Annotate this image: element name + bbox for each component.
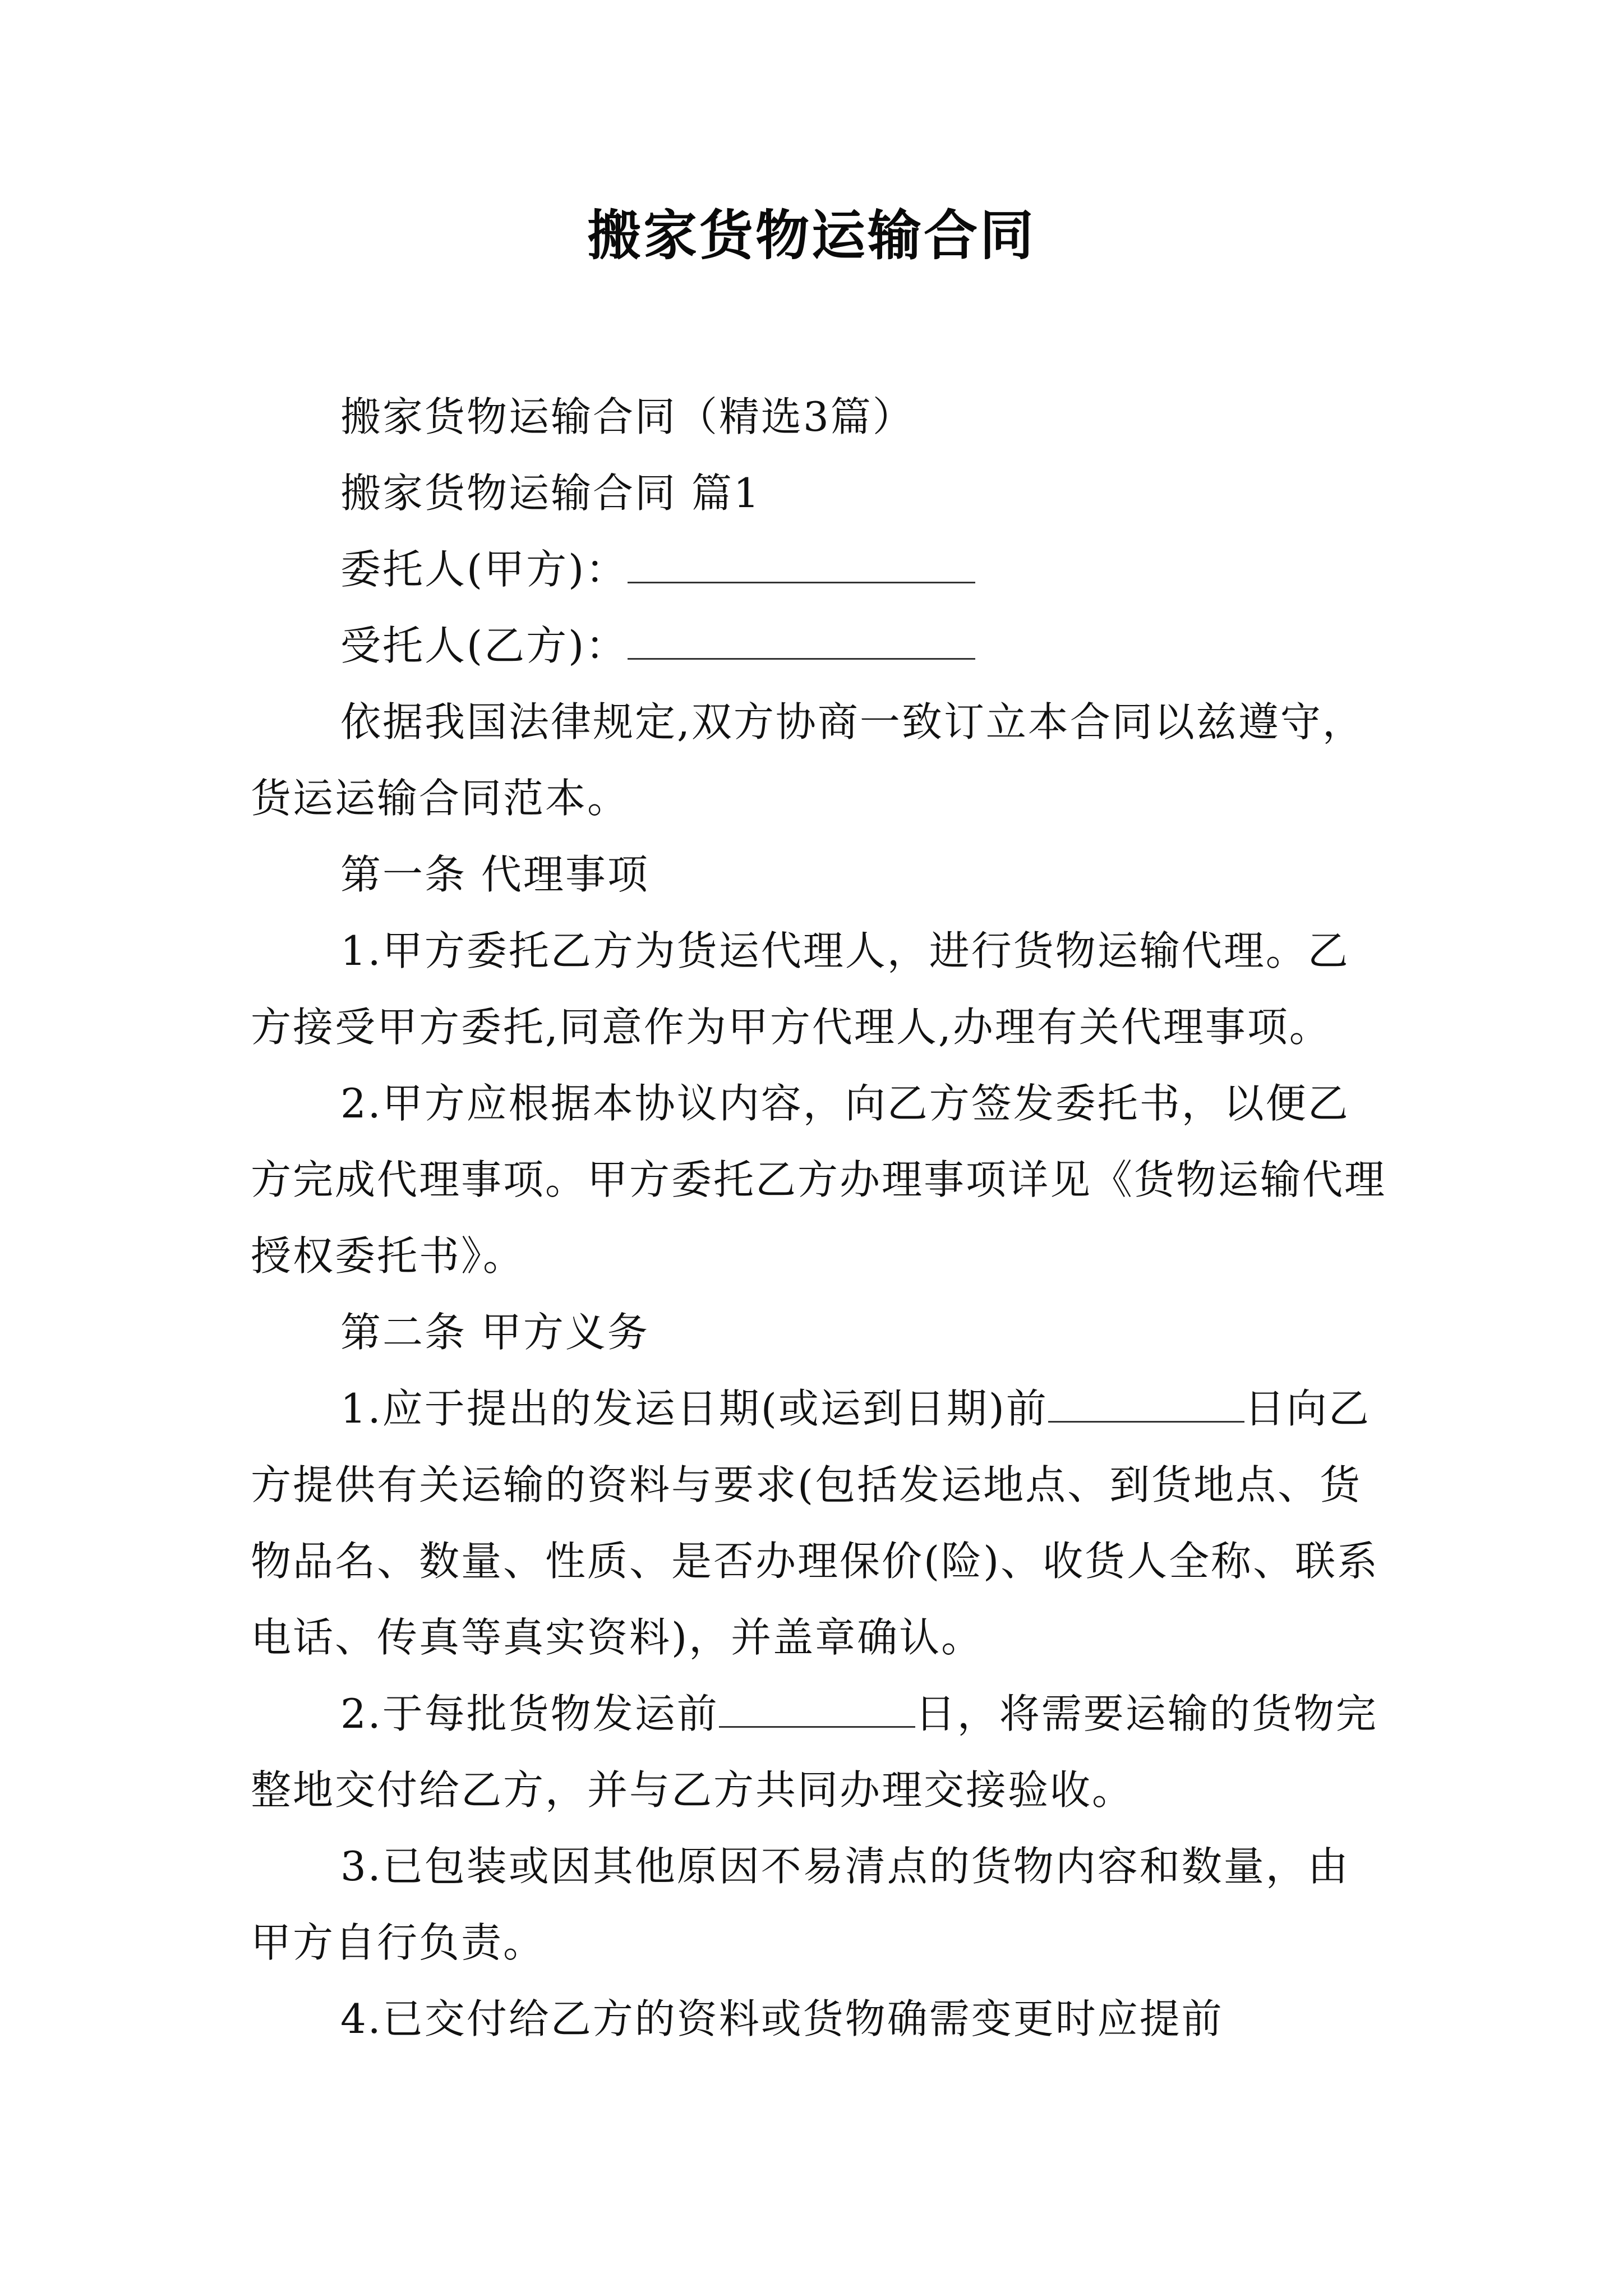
a2-item1-post: 日向乙方提供有关运输的资料与要求(包括发运地点、到货地点、货物品名、数量、性质、是否办理保价(险)、收货人全称、联系电话、传真等真实资料)，并盖章确认。 [251,1385,1380,1661]
intro-paragraph: 依据我国法律规定,双方协商一致订立本合同以兹遵守，货运运输合同范本。 [251,698,1364,822]
article-2-item-3: 3.已包装或因其他原因不易清点的货物内容和数量，由甲方自行负责。 [251,1843,1350,1966]
a2-item1-pre: 1.应于提出的发运日期(或运到日期)前 [340,1385,1048,1432]
article-1-item-2: 2.甲方应根据本协议内容，向乙方签发委托书，以便乙方完成代理事项。甲方委托乙方办理事项详见《货物运输代理授权委托书》。 [251,1080,1387,1280]
article-2-item-1 [251,1370,1389,1676]
heading-article-1: 搬家货物运输合同 篇1 [340,470,761,517]
heading-selected-3: 搬家货物运输合同（精选3篇） [340,393,915,440]
a2-item2-post: 日，将需要运输的货物完整地交付给乙方，并与乙方共同办理交接验收。 [251,1690,1378,1814]
article-1-item-1: 1.甲方委托乙方为货运代理人，进行货物运输代理。乙方接受甲方委托,同意作为甲方代理人,办理有关代理事项。 [251,927,1350,1051]
party-b-label: 受托人(乙方)： [340,622,628,669]
article-2-item-2 [251,1676,1389,1828]
party-a-line [251,531,1389,608]
days-blank-2 [719,1686,915,1728]
article-1-title: 第一条 代理事项 [340,851,649,898]
document-body [251,379,1389,2057]
days-blank-1 [1048,1381,1244,1423]
party-b-line [251,608,1389,684]
party-a-label: 委托人(甲方)： [340,546,628,593]
party-a-blank [628,541,975,583]
a2-item2-pre: 2.于每批货物发运前 [340,1690,719,1737]
document-title: 搬家货物运输合同 [587,204,1036,267]
party-b-blank [628,618,975,660]
article-2-item-4: 4.已交付给乙方的资料或货物确需变更时应提前 [340,1995,1224,2042]
article-2-title: 第二条 甲方义务 [340,1309,649,1356]
